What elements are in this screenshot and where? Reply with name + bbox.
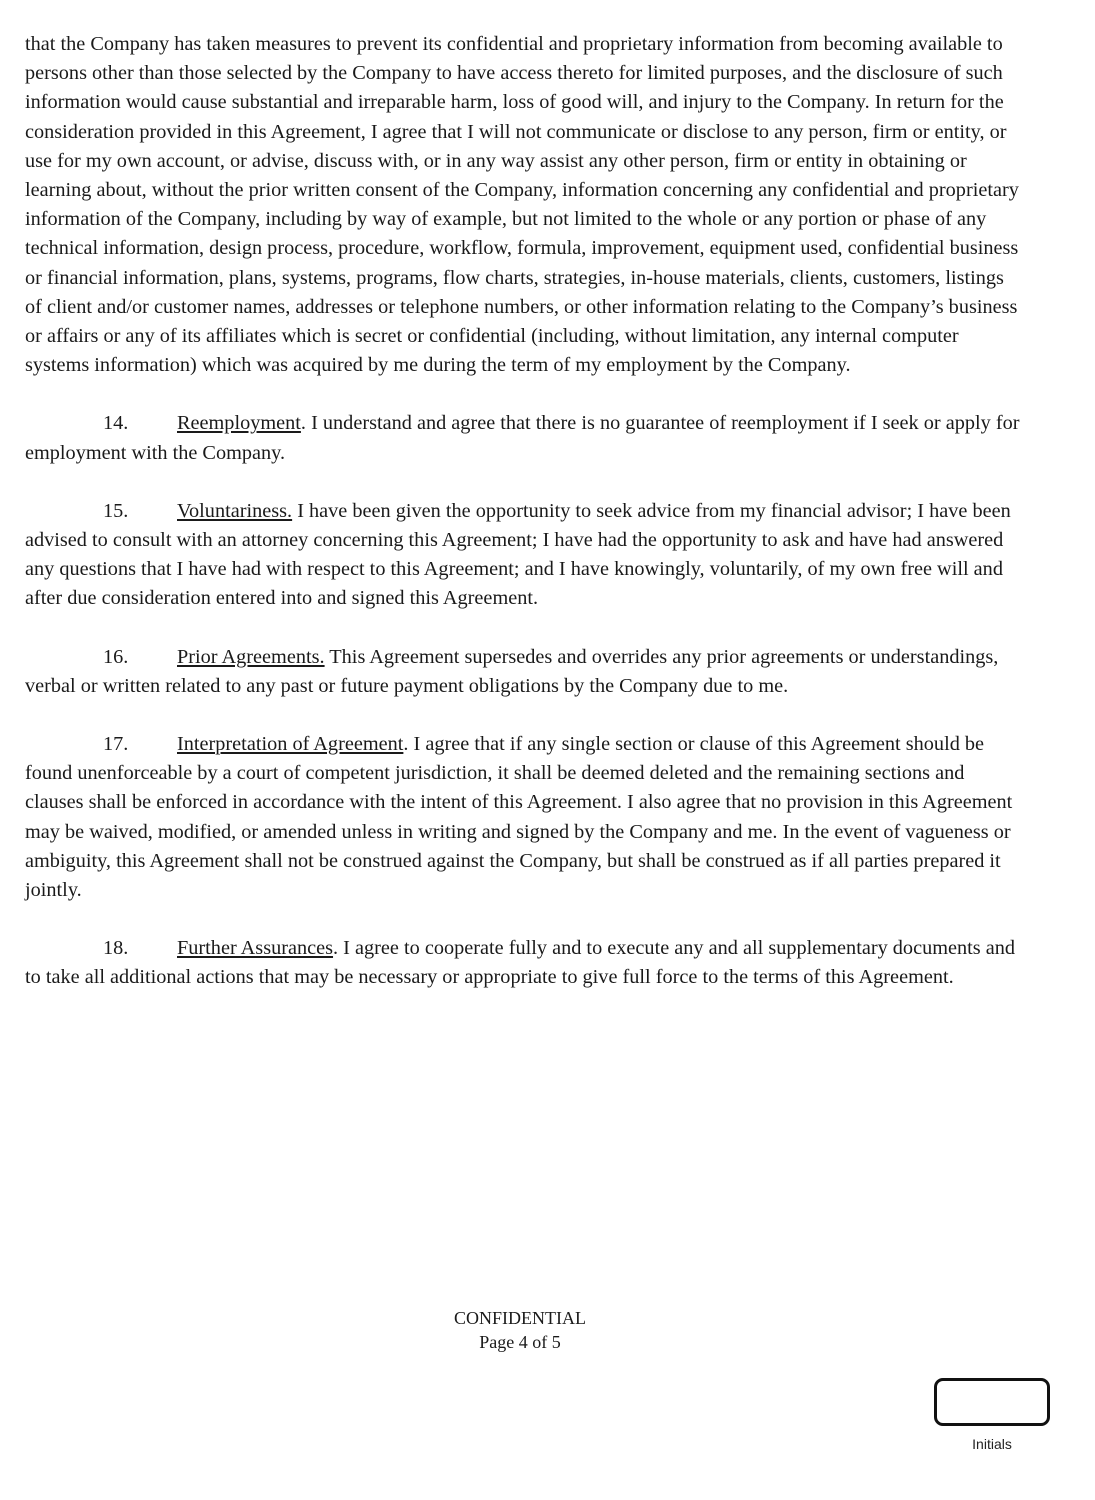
section-18 [25,934,1025,992]
section-heading: Voluntariness. [177,499,293,522]
initials-field[interactable] [934,1378,1050,1426]
section-17 [25,730,1025,905]
section-16 [25,643,1025,701]
section-15 [25,497,1025,614]
section-heading: Reemployment [177,412,301,435]
section-number: 14. [103,412,129,435]
section-heading-punct: . [333,937,339,960]
section-text: I agree that if any single section or clause of this Agreement should be found unenforceable by a court of competent jurisdiction, it shall be deemed deleted and the remaining sections and clauses shall be enforced in accordance with the intent of this Agreement. I also agree that no provision in this Agreement may be waived, modified, or amended unless in writing and signed by the Company and me. In the event of vagueness or ambiguity, this Agreement shall not be construed against the Company, but shall be construed as if all parties prepared it jointly. [25,733,1013,902]
confidential-label: CONFIDENTIAL [454,1308,586,1328]
section-text: I have been given the opportunity to seek advice from my financial advisor; I have been advised to consult with an attorney concerning this Agreement; I have had the opportunity to ask and have had answered any questions that I have had with respect to this Agreement; and I have knowingly, voluntarily, of my own free will and after due consideration entered into and signed this Agreement. [25,499,1011,610]
section-heading-punct: . [403,733,409,756]
section-heading-punct: . [300,412,306,435]
section-number: 15. [103,499,129,522]
initials-label: Initials [972,1436,1012,1452]
document-body [25,30,1025,993]
section-heading: Interpretation of Agreement [177,733,404,756]
section-number: 16. [103,645,129,668]
section-text: I agree to cooperate fully and to execute any and all supplementary documents and to take all additional actions that may be necessary or appropriate to give full force to the terms of this Agreement. [25,937,1016,989]
section-number: 17. [103,733,129,756]
section-heading: Further Assurances [177,937,334,960]
page-footer [0,1306,1040,1354]
section-text: This Agreement supersedes and overrides any prior agreements or understandings, verbal or written related to any past or future payment obligations by the Company due to me. [25,645,999,697]
section-14 [25,409,1025,467]
section-number: 18. [103,937,129,960]
section-heading: Prior Agreements. [177,645,325,668]
section-text: I understand and agree that there is no guarantee of reemployment if I seek or apply for employment with the Company. [25,412,1020,464]
page-number: Page 4 of 5 [479,1332,561,1352]
intro-paragraph: that the Company has taken measures to prevent its confidential and proprietary information from becoming available to persons other than those selected by the Company to have access thereto for limited purposes, and the disclosure of such information would cause substantial and irreparable harm, loss of good will, and injury to the Company. In return for the consideration provided in this Agreement, I agree that I will not communicate or disclose to any person, firm or entity, or use for my own account, or advise, discuss with, or in any way assist any other person, firm or entity in obtaining or learning about, without the prior written consent of the Company, information concerning any confidential and proprietary information of the Company, including by way of example, but not limited to the whole or any portion or phase of any technical information, design process, procedure, workflow, formula, improvement, equipment used, confidential business or financial information, plans, systems, programs, flow charts, strategies, in-house materials, clients, customers, listings of client and/or customer names, addresses or telephone numbers, or other information relating to the Company’s business or affairs or any of its affiliates which is secret or confidential (including, without limitation, any internal computer systems information) which was acquired by me during the term of my employment by the Company. [25,33,1019,377]
